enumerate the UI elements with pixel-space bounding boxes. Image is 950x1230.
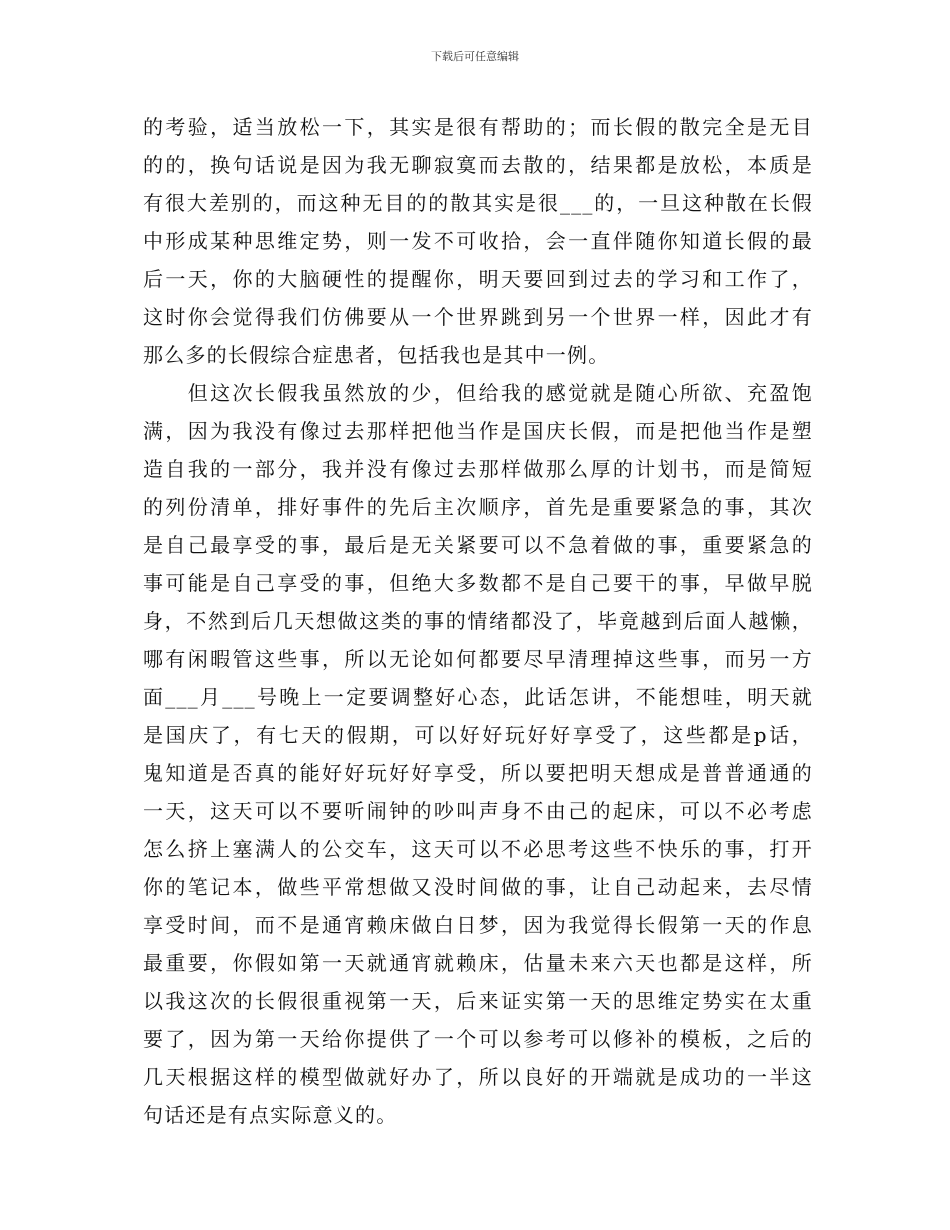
text-line: 身，不然到后几天想做这类的事的情绪都没了，毕竟越到后面人越懒， bbox=[143, 609, 813, 633]
text-line: 以我这次的长假很重视第一天，后来证实第一天的思维定势实在太重 bbox=[143, 989, 813, 1013]
text-line: 那么多的长假综合症患者，包括我也是其中一例。 bbox=[143, 343, 610, 367]
text-line: 是自己最享受的事，最后是无关紧要可以不急着做的事，重要紧急的 bbox=[143, 533, 813, 557]
text-line: 这时你会觉得我们仿佛要从一个世界跳到另一个世界一样，因此才有 bbox=[143, 305, 813, 329]
text-line: 是国庆了，有七天的假期，可以好好玩好好享受了，这些都是p话， bbox=[143, 723, 813, 747]
text-line: 几天根据这样的模型做就好办了，所以良好的开端就是成功的一半这 bbox=[143, 1065, 813, 1089]
text-line: 但这次长假我虽然放的少，但给我的感觉就是随心所欲、充盈饱 bbox=[143, 381, 813, 405]
text-line: 哪有闲暇管这些事，所以无论如何都要尽早清理掉这些事，而另一方 bbox=[143, 647, 813, 671]
text-line: 怎么挤上塞满人的公交车，这天可以不必思考这些不快乐的事，打开 bbox=[143, 837, 813, 861]
text-line: 中形成某种思维定势，则一发不可收拾，会一直伴随你知道长假的最 bbox=[143, 229, 813, 253]
text-line: 后一天，你的大脑硬性的提醒你，明天要回到过去的学习和工作了， bbox=[143, 267, 813, 291]
text-line: 鬼知道是否真的能好好玩好好享受，所以要把明天想成是普普通通的 bbox=[143, 761, 813, 785]
text-line: 满，因为我没有像过去那样把他当作是国庆长假，而是把他当作是塑 bbox=[143, 419, 813, 443]
text-line: 造自我的一部分，我并没有像过去那样做那么厚的计划书，而是简短 bbox=[143, 457, 813, 481]
text-line: 享受时间，而不是通宵赖床做白日梦，因为我觉得长假第一天的作息 bbox=[143, 913, 813, 937]
text-line: 的列份清单，排好事件的先后主次顺序，首先是重要紧急的事，其次 bbox=[143, 495, 813, 519]
text-line: 最重要，你假如第一天就通宵就赖床，估量未来六天也都是这样，所 bbox=[143, 951, 813, 975]
text-line: 的的，换句话说是因为我无聊寂寞而去散的，结果都是放松，本质是 bbox=[143, 153, 813, 177]
text-line: 有很大差别的，而这种无目的的散其实是很___的，一旦这种散在长假 bbox=[143, 191, 813, 215]
text-line: 一天，这天可以不要听闹钟的吵叫声身不由己的起床，可以不必考虑 bbox=[143, 799, 813, 823]
text-line: 的考验，适当放松一下，其实是很有帮助的；而长假的散完全是无目 bbox=[143, 115, 813, 139]
page-header: 下载后可任意编辑 bbox=[431, 50, 519, 63]
text-line: 你的笔记本，做些平常想做又没时间做的事，让自己动起来，去尽情 bbox=[143, 875, 813, 899]
text-line: 事可能是自己享受的事，但绝大多数都不是自己要干的事，早做早脱 bbox=[143, 571, 813, 595]
text-line: 句话还是有点实际意义的。 bbox=[143, 1103, 398, 1127]
text-line: 要了，因为第一天给你提供了一个可以参考可以修补的模板，之后的 bbox=[143, 1027, 813, 1051]
text-line: 面___月___号晚上一定要调整好心态，此话怎讲，不能想哇，明天就 bbox=[143, 685, 813, 709]
